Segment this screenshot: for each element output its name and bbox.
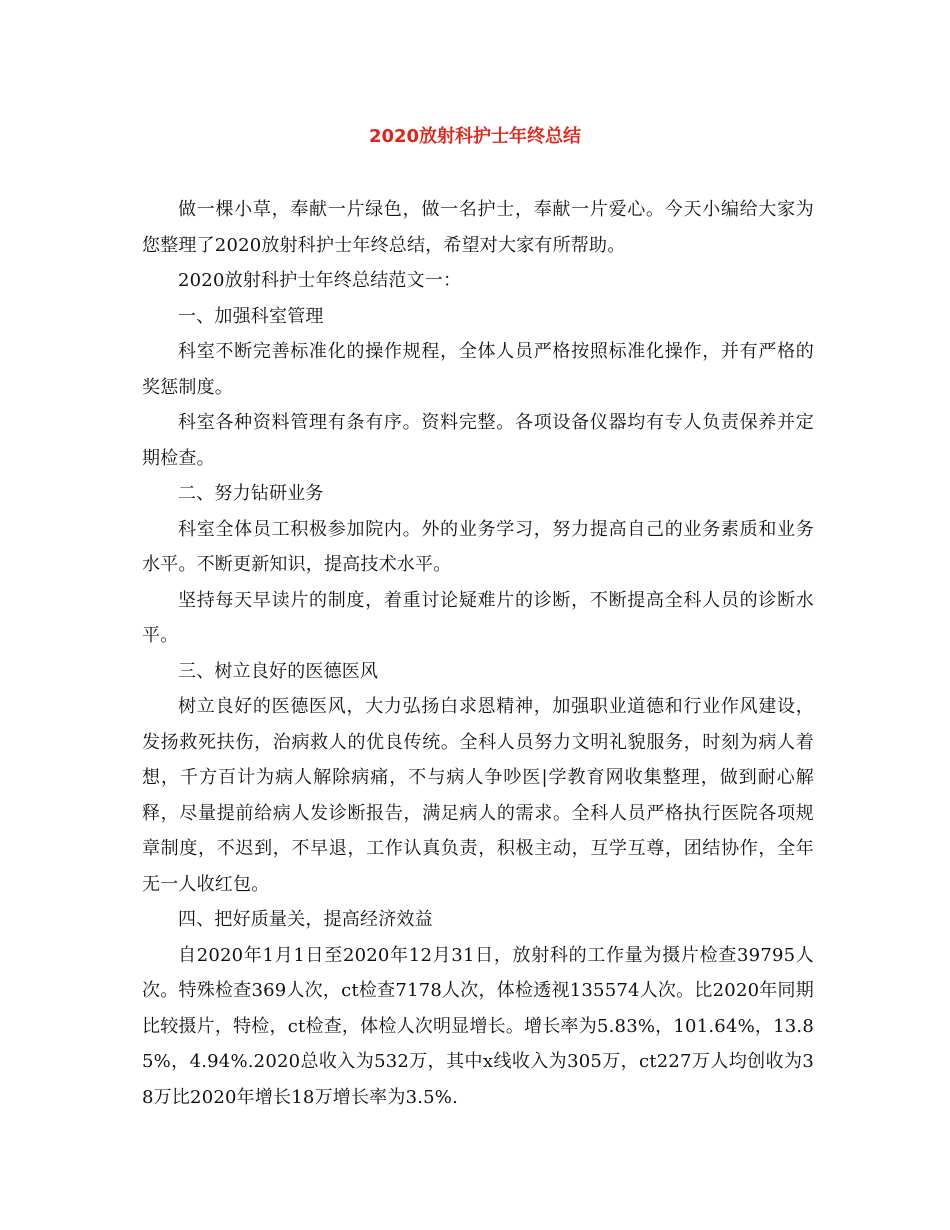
section-1-paragraph-1: 科室不断完善标准化的操作规程，全体人员严格按照标准化操作，并有严格的奖惩制度。 bbox=[142, 341, 814, 398]
section-2-paragraph-2: 坚持每天早读片的制度，着重讨论疑难片的诊断，不断提高全科人员的诊断水平。 bbox=[142, 589, 814, 646]
section-2-paragraph-1: 科室全体员工积极参加院内。外的业务学习，努力提高自己的业务素质和业务水平。不断更新知识，提高技术水平。 bbox=[142, 518, 814, 575]
section-heading-3: 三、树立良好的医德医风 bbox=[178, 660, 379, 682]
document-title: 2020放射科护士年终总结 bbox=[368, 126, 582, 147]
document-body bbox=[142, 192, 814, 1115]
section-1-paragraph-2: 科室各种资料管理有条有序。资料完整。各项设备仪器均有专人负责保养并定期检查。 bbox=[142, 412, 814, 469]
section-4-paragraph-1: 自2020年1月1日至2020年12月31日，放射科的工作量为摄片检查39795人次。特殊检查369人次，ct检查7178人次，体检透视135574人次。比2020年同期比较摄片，特检，ct检查，体检人次明显增长。增长率为5.83%，101.64%，13.85%，4.94%.2020总收入为532万，其中x线收入为305万，ct227万人均创收为38万比2020年增长18万增长率为3.5%. bbox=[142, 944, 814, 1108]
section-3-paragraph-1: 树立良好的医德医风，大力弘扬白求恩精神，加强职业道德和行业作风建设，发扬救死扶伤，治病救人的优良传统。全科人员努力文明礼貌服务，时刻为病人着想，千方百计为病人解除病痛，不与病人争吵医|学教育网收集整理，做到耐心解释，尽量提前给病人发诊断报告，满足病人的需求。全科人员严格执行医院各项规章制度，不迟到，不早退，工作认真负责，积极主动，互学互尊，团结协作，全年无一人收红包。 bbox=[142, 696, 814, 895]
sample-heading: 2020放射科护士年终总结范文一： bbox=[178, 270, 462, 291]
section-heading-4: 四、把好质量关，提高经济效益 bbox=[178, 909, 433, 930]
section-heading-1: 一、加强科室管理 bbox=[178, 305, 324, 327]
intro-paragraph: 做一棵小草，奉献一片绿色，做一名护士，奉献一片爱心。今天小编给大家为您整理了2020放射科护士年终总结，希望对大家有所帮助。 bbox=[142, 199, 814, 256]
section-heading-2: 二、努力钻研业务 bbox=[178, 483, 324, 504]
